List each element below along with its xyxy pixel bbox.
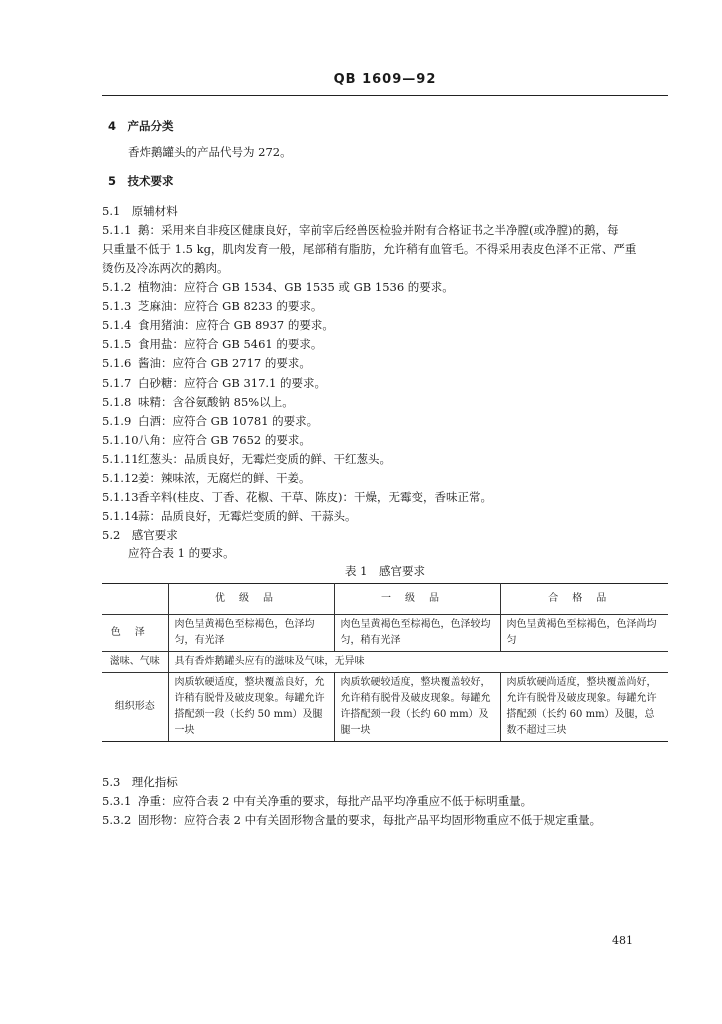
table-cell: 肉色呈黄褐色至棕褐色，色泽均匀，有光泽 [168, 615, 334, 652]
item-number: 5.1.4 [102, 318, 132, 333]
table-1-caption: 表 1 感官要求 [345, 564, 425, 578]
section-4-text: 香炸鹅罐头的产品代号为 272。 [128, 145, 292, 159]
item-number: 5.1.13 [102, 490, 139, 505]
section-5-1-title: 5.1 原辅材料 [102, 204, 178, 218]
table-header-row [102, 584, 668, 615]
item-text: 酱油：应符合 GB 2717 的要求。 [138, 356, 311, 371]
table-cell: 肉质软硬尚适度，整块覆盖尚好，允许有脱骨及破皮现象。每罐允许搭配颈（长约 60 mm）及腿，总数不超过三块 [500, 673, 668, 742]
list-item [102, 432, 311, 448]
section-5-title: 5 技术要求 [108, 174, 174, 188]
list-item [102, 489, 492, 505]
table-row-taste [102, 652, 668, 673]
item-text: 食用盐：应符合 GB 5461 的要求。 [138, 337, 323, 352]
item-text: 植物油：应符合 GB 1534、GB 1535 或 GB 1536 的要求。 [138, 280, 454, 294]
section-4-title: 4 产品分类 [108, 119, 174, 133]
section-5-1-1-line1 [102, 222, 618, 238]
table-row-texture [102, 673, 668, 742]
list-item [102, 336, 322, 352]
item-number: 5.1.10 [102, 432, 139, 447]
page-number: 481 [612, 934, 633, 947]
item-text: 白酒：应符合 GB 10781 的要求。 [138, 413, 319, 428]
item-number: 5.1.8 [102, 394, 132, 409]
table-header-blank [102, 584, 168, 615]
item-number: 5.1.6 [102, 356, 132, 371]
table-cell: 肉质软硬较适度，整块覆盖较好，允许稍有脱骨及破皮现象。每罐允许搭配颈一段（长约 60 mm）及腿一块 [334, 673, 500, 742]
list-item [102, 451, 391, 467]
item-number: 5.1.1 [102, 223, 132, 237]
item-number: 5.1.14 [102, 509, 139, 524]
list-item [102, 355, 311, 371]
list-item [102, 279, 454, 295]
item-number: 5.1.12 [102, 471, 139, 485]
sensory-requirements-table [102, 583, 668, 742]
section-5-3-2 [102, 812, 601, 828]
item-text: 芝麻油：应符合 GB 8233 的要求。 [138, 299, 323, 314]
table-header-qualified: 合格品 [500, 584, 668, 615]
table-cell-merged: 具有香炸鹅罐头应有的滋味及气味，无异味 [168, 652, 668, 673]
list-item [102, 413, 318, 429]
section-5-1-1-line2: 只重量不低于 1.5 kg，肌肉发育一般，尾部稍有脂肪，允许稍有血管毛。不得采用表皮色泽不正常、严重 [102, 242, 637, 256]
standard-code-header: QB 1609—92 [333, 72, 437, 87]
table-header-premium: 优级品 [168, 584, 334, 615]
list-item [102, 375, 326, 391]
list-item [102, 394, 294, 410]
item-text: 食用猪油：应符合 GB 8937 的要求。 [138, 318, 334, 333]
row-label-color: 色泽 [102, 615, 168, 652]
table-header-first-grade: 一级品 [334, 584, 500, 615]
item-number: 5.1.9 [102, 413, 132, 428]
list-item [102, 508, 357, 524]
item-number: 5.1.11 [102, 451, 139, 466]
item-text: 蒜：品质良好，无霉烂变质的鲜、干蒜头。 [138, 509, 357, 524]
item-text: 白砂糖：应符合 GB 317.1 的要求。 [138, 375, 327, 390]
section-5-1-1-line3: 烫伤及冷冻两次的鹅肉。 [102, 261, 229, 275]
item-number: 5.1.5 [102, 337, 132, 352]
header-rule [102, 95, 668, 96]
item-number: 5.1.2 [102, 280, 132, 294]
table-cell: 肉色呈黄褐色至棕褐色，色泽较均匀，稍有光泽 [334, 615, 500, 652]
item-number: 5.3.2 [102, 813, 132, 827]
item-number: 5.1.7 [102, 375, 132, 390]
item-text: 净重：应符合表 2 中有关净重的要求，每批产品平均净重应不低于标明重量。 [138, 794, 533, 808]
item-number: 5.1.3 [102, 299, 132, 314]
row-label-texture: 组织形态 [102, 673, 168, 742]
section-5-2-text: 应符合表 1 的要求。 [128, 546, 235, 560]
table-cell: 肉色呈黄褐色至棕褐色，色泽尚均匀 [500, 615, 668, 652]
table-cell: 肉质软硬适度，整块覆盖良好，允许稍有脱骨及破皮现象。每罐允许搭配颈一段（长约 50 mm）及腿一块 [168, 673, 334, 742]
section-5-3-1 [102, 793, 532, 809]
item-text: 鹅：采用来自非疫区健康良好，宰前宰后经兽医检验并附有合格证书之半净膛(或净膛)的鹅，每 [138, 223, 619, 237]
item-text: 香辛料(桂皮、丁香、花椒、干草、陈皮)：干燥，无霉变，香味正常。 [138, 490, 492, 505]
item-text: 味精：含谷氨酸钠 85%以上。 [138, 394, 294, 409]
table-row-color [102, 615, 668, 652]
list-item [102, 317, 334, 333]
item-text: 固形物：应符合表 2 中有关固形物含量的要求，每批产品平均固形物重应不低于规定重量。 [138, 813, 602, 827]
item-text: 红葱头：品质良好，无霉烂变质的鲜、干红葱头。 [138, 451, 391, 466]
section-5-2-title: 5.2 感官要求 [102, 528, 178, 542]
list-item [102, 470, 311, 486]
row-label-taste: 滋味、气味 [102, 652, 168, 673]
item-text: 姜：辣味浓，无腐烂的鲜、干姜。 [138, 471, 311, 485]
item-text: 八角：应符合 GB 7652 的要求。 [138, 432, 311, 447]
list-item [102, 298, 322, 314]
item-number: 5.3.1 [102, 794, 132, 808]
section-5-3-title: 5.3 理化指标 [102, 775, 178, 789]
